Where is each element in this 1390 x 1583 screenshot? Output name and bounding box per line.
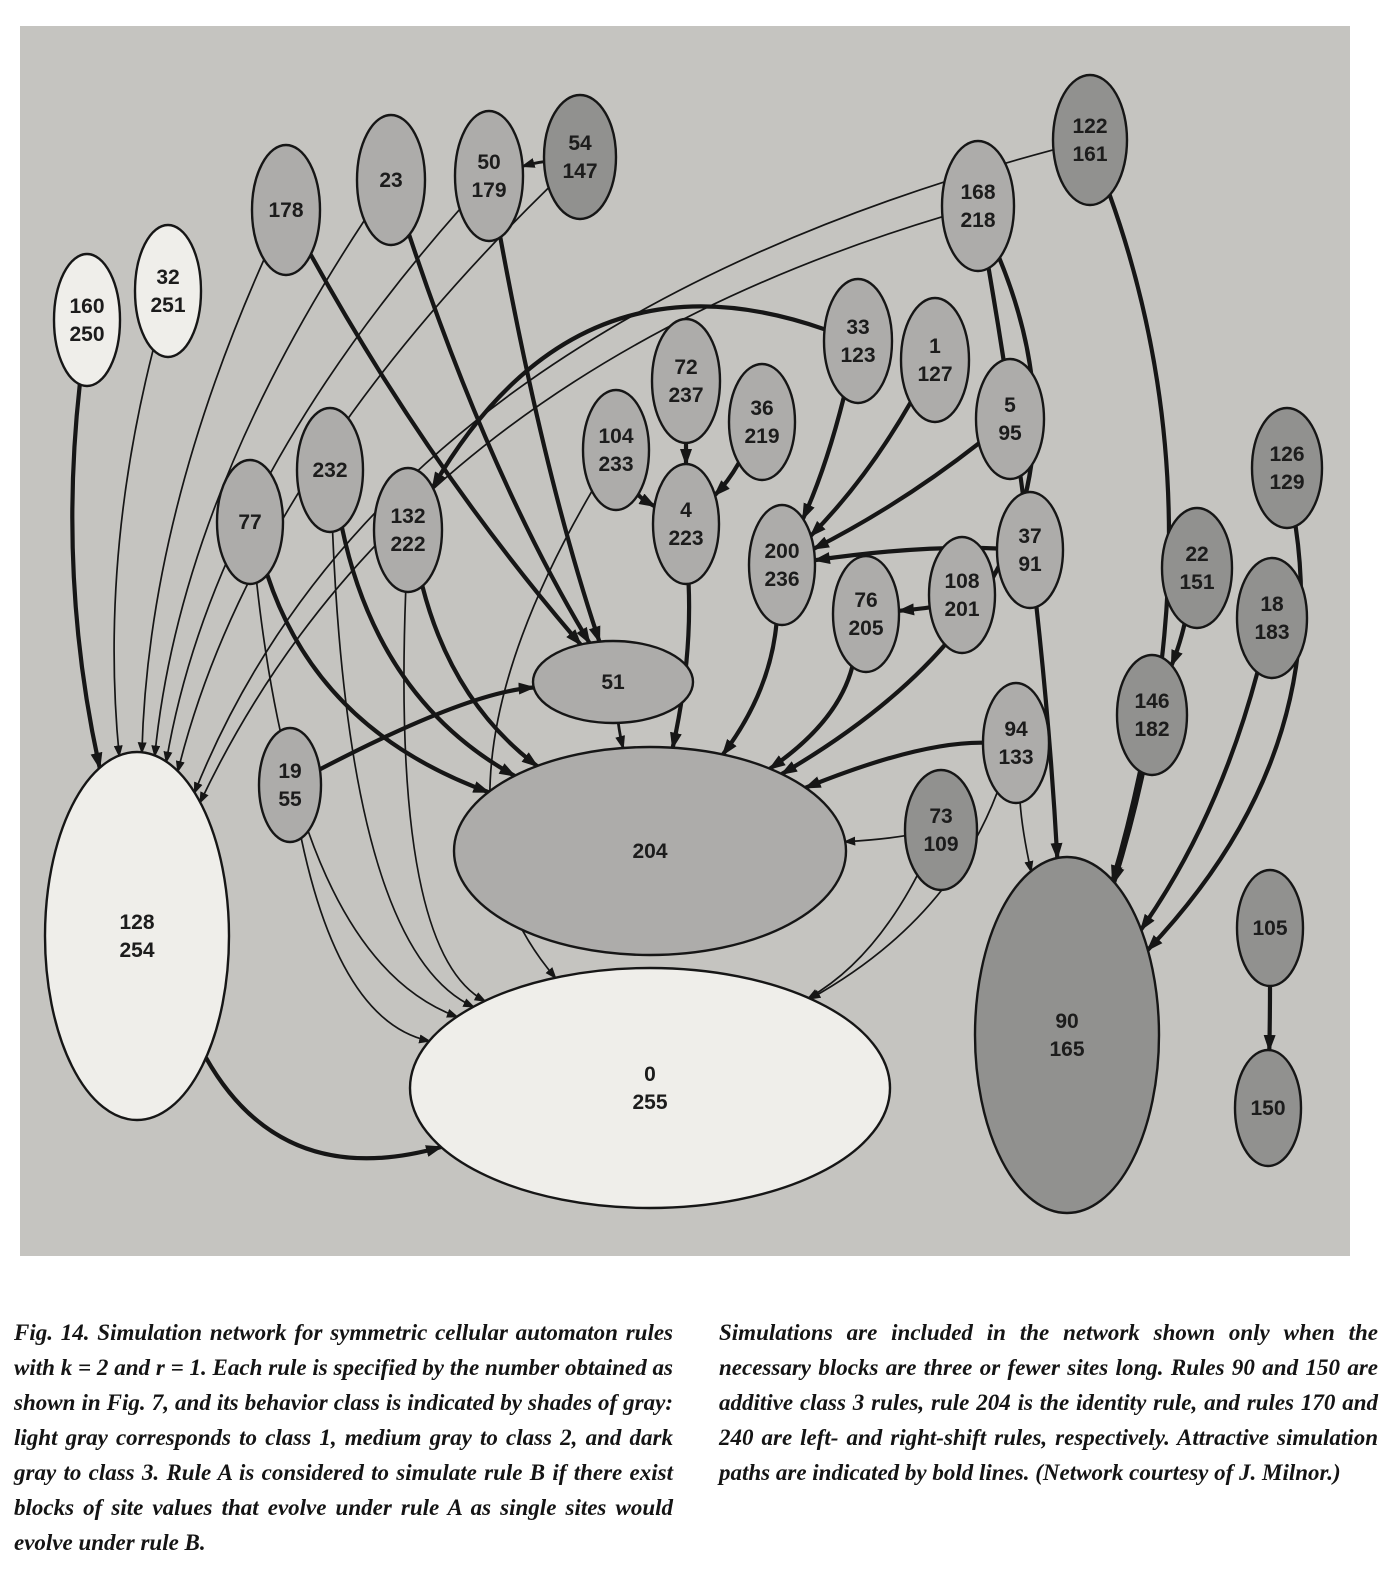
node-5_95-ellipse	[976, 359, 1044, 479]
node-104_233-label: 104 233	[598, 425, 634, 476]
node-37_91-ellipse	[997, 492, 1063, 608]
node-128_254	[45, 752, 229, 1120]
node-36_219-label: 36 219	[744, 397, 780, 448]
node-18_183-ellipse	[1237, 558, 1307, 678]
node-160_250-ellipse	[54, 254, 120, 386]
node-76_205	[833, 556, 899, 672]
node-150-label: 150	[1250, 1097, 1286, 1120]
node-18_183	[1237, 558, 1307, 678]
node-146_182-label: 146 182	[1134, 690, 1170, 741]
node-94_133-ellipse	[983, 683, 1049, 803]
node-5_95-label: 5 95	[998, 394, 1022, 445]
node-73_109-ellipse	[905, 770, 977, 890]
node-33_123-label: 33 123	[840, 316, 876, 367]
node-50_179-label: 50 179	[471, 151, 507, 202]
node-168_218	[942, 141, 1014, 271]
node-33_123	[824, 279, 892, 403]
node-54_147-label: 54 147	[562, 132, 598, 183]
node-146_182	[1117, 655, 1187, 775]
node-122_161-label: 122 161	[1072, 115, 1108, 166]
node-4_223	[653, 464, 719, 584]
node-94_133-label: 94 133	[998, 718, 1034, 769]
node-18_183-label: 18 183	[1254, 593, 1290, 644]
node-36_219-ellipse	[729, 364, 795, 480]
node-1_127	[901, 298, 969, 422]
node-19_55	[259, 728, 321, 842]
node-104_233-ellipse	[583, 390, 649, 510]
node-33_123-ellipse	[824, 279, 892, 403]
node-0_255-label: 0 255	[632, 1063, 668, 1114]
node-104_233	[583, 390, 649, 510]
node-50_179	[455, 111, 523, 241]
node-22_151-label: 22 151	[1179, 543, 1215, 594]
node-37_91-label: 37 91	[1018, 525, 1042, 576]
node-108_201	[929, 537, 995, 653]
node-204-label: 204	[632, 840, 668, 863]
node-200_236-ellipse	[749, 505, 815, 625]
node-90_165	[975, 857, 1159, 1213]
node-77	[217, 460, 283, 584]
node-22_151	[1162, 508, 1232, 628]
node-150	[1235, 1050, 1301, 1166]
node-23	[357, 115, 425, 245]
node-232	[297, 408, 363, 532]
node-200_236	[749, 505, 815, 625]
node-76_205-label: 76 205	[848, 589, 884, 640]
node-128_254-label: 128 254	[119, 911, 155, 962]
node-4_223-label: 4 223	[668, 499, 704, 550]
node-73_109	[905, 770, 977, 890]
node-73_109-label: 73 109	[923, 805, 959, 856]
node-54_147-ellipse	[544, 95, 616, 219]
node-90_165-ellipse	[975, 857, 1159, 1213]
node-122_161-ellipse	[1053, 75, 1127, 205]
node-168_218-label: 168 218	[960, 181, 996, 232]
node-204	[454, 747, 846, 955]
node-23-label: 23	[379, 169, 403, 192]
node-0_255-ellipse	[410, 968, 890, 1208]
node-108_201-ellipse	[929, 537, 995, 653]
node-108_201-label: 108 201	[944, 570, 980, 621]
node-72_237-label: 72 237	[668, 356, 704, 407]
node-122_161	[1053, 75, 1127, 205]
node-0_255	[410, 968, 890, 1208]
node-1_127-label: 1 127	[917, 335, 953, 386]
node-51-label: 51	[601, 671, 625, 694]
node-178	[252, 145, 320, 275]
node-54_147	[544, 95, 616, 219]
edge-105-to-150	[1269, 986, 1270, 1050]
node-50_179-ellipse	[455, 111, 523, 241]
node-94_133	[983, 683, 1049, 803]
node-32_251-ellipse	[135, 225, 201, 357]
node-5_95	[976, 359, 1044, 479]
node-32_251	[135, 225, 201, 357]
node-160_250-label: 160 250	[69, 295, 105, 346]
node-77-label: 77	[238, 511, 262, 534]
node-72_237-ellipse	[652, 319, 720, 443]
node-126_129	[1252, 408, 1322, 528]
node-22_151-ellipse	[1162, 508, 1232, 628]
node-1_127-ellipse	[901, 298, 969, 422]
node-132_222	[374, 468, 442, 592]
node-37_91	[997, 492, 1063, 608]
node-128_254-ellipse	[45, 752, 229, 1120]
node-126_129-ellipse	[1252, 408, 1322, 528]
node-90_165-label: 90 165	[1049, 1010, 1085, 1061]
figure-caption	[14, 1292, 1378, 1583]
node-19_55-label: 19 55	[278, 760, 302, 811]
node-72_237	[652, 319, 720, 443]
node-178-label: 178	[268, 199, 304, 222]
node-132_222-ellipse	[374, 468, 442, 592]
node-4_223-ellipse	[653, 464, 719, 584]
node-160_250	[54, 254, 120, 386]
caption-left-column: Fig. 14. Simulation network for symmetric cellular automaton rules with k = 2 and r = 1. Each rule is specified by the number obtained as shown in Fig. 7, and its behavior class is indicated by shades of gray: light gray corresponds to class 1, medium gray to class 2, and dark gray to class 3. Rule A is considered to simulate rule B if there exist blocks of site values that evolve under rule A as single sites would evolve under rule B.	[14, 1320, 673, 1555]
node-126_129-label: 126 129	[1269, 443, 1305, 494]
node-200_236-label: 200 236	[764, 540, 800, 591]
node-132_222-label: 132 222	[390, 505, 426, 556]
node-36_219	[729, 364, 795, 480]
caption-right-column: Simulations are included in the network shown only when the necessary blocks are three or fewer sites long. Rules 90 and 150 are additive class 3 rules, rule 204 is the identity rule, and rules 170 and 240 are left- and right-shift rules, respectively. Attractive simulation paths are indicated by bold lines. (Network courtesy of J. Milnor.)	[719, 1320, 1378, 1485]
node-105	[1237, 870, 1303, 986]
node-51	[533, 641, 693, 723]
node-105-label: 105	[1252, 917, 1288, 940]
node-19_55-ellipse	[259, 728, 321, 842]
node-32_251-label: 32 251	[150, 266, 186, 317]
node-146_182-ellipse	[1117, 655, 1187, 775]
node-232-label: 232	[312, 459, 348, 482]
node-168_218-ellipse	[942, 141, 1014, 271]
node-76_205-ellipse	[833, 556, 899, 672]
